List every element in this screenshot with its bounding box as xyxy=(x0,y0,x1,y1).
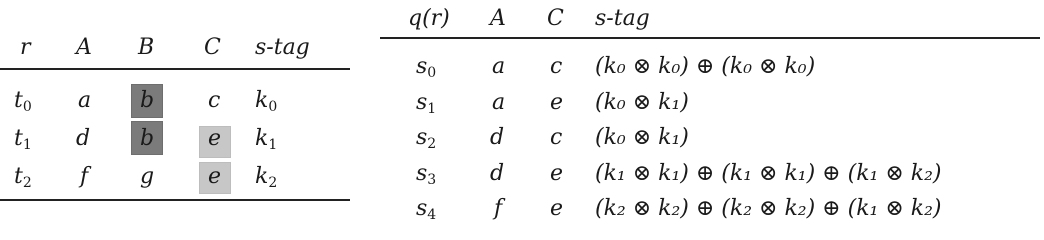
right-row4-a: f xyxy=(494,196,503,221)
left-row0-r: $t_0$ xyxy=(14,88,32,115)
right-row1-expr: (k₀ ⊗ k₁) xyxy=(595,90,689,115)
left-row1-b: b xyxy=(140,126,155,151)
right-row3-expr: (k₁ ⊗ k₁) ⊕ (k₁ ⊗ k₁) ⊕ (k₁ ⊗ k₂) xyxy=(595,161,942,186)
right-table xyxy=(380,0,1040,231)
right-row3-a: d xyxy=(490,161,505,186)
left-row1-r: $t_1$ xyxy=(14,126,32,153)
left-row2-tag: $k_2$ xyxy=(255,164,278,191)
left-header-a: A xyxy=(76,35,92,60)
left-row2-r: $t_2$ xyxy=(14,164,32,191)
right-header-c: C xyxy=(547,6,564,31)
left-header-r: r xyxy=(20,35,31,60)
right-row4-expr: (k₂ ⊗ k₂) ⊕ (k₂ ⊗ k₂) ⊕ (k₁ ⊗ k₂) xyxy=(595,196,942,221)
right-header-rule xyxy=(380,37,1040,39)
left-row1-a: d xyxy=(76,126,91,151)
left-row1-tag: $k_1$ xyxy=(255,126,278,153)
left-header-b: B xyxy=(138,35,155,60)
right-row2-s: $s_2$ xyxy=(416,125,437,152)
left-table xyxy=(0,0,352,231)
right-header-stag: s-tag xyxy=(595,6,650,31)
left-row0-a: a xyxy=(78,88,92,113)
right-row0-s: $s_0$ xyxy=(416,54,437,81)
right-row1-s: $s_1$ xyxy=(416,90,437,117)
left-row0-tag: $k_0$ xyxy=(255,88,278,115)
right-row3-s: $s_3$ xyxy=(416,161,437,188)
right-row0-a: a xyxy=(492,54,506,79)
right-row0-c: c xyxy=(550,54,563,79)
left-row2-c: e xyxy=(208,164,222,189)
left-row0-c: c xyxy=(208,88,221,113)
right-row3-c: e xyxy=(550,161,564,186)
right-row2-a: d xyxy=(490,125,505,150)
right-row2-c: c xyxy=(550,125,563,150)
left-row2-a: f xyxy=(80,164,89,189)
left-row1-c: e xyxy=(208,126,222,151)
left-header-c: C xyxy=(204,35,221,60)
right-row2-expr: (k₀ ⊗ k₁) xyxy=(595,125,689,150)
right-row1-a: a xyxy=(492,90,506,115)
right-header-a: A xyxy=(490,6,506,31)
right-row1-c: e xyxy=(550,90,564,115)
right-row0-expr: (k₀ ⊗ k₀) ⊕ (k₀ ⊗ k₀) xyxy=(595,54,816,79)
left-bottom-rule xyxy=(0,199,350,201)
left-row0-b: b xyxy=(140,88,155,113)
right-row4-c: e xyxy=(550,196,564,221)
left-header-stag: s-tag xyxy=(255,35,310,60)
left-header-rule xyxy=(0,68,350,70)
left-row2-b: g xyxy=(140,164,155,189)
right-header-qr: q(r) xyxy=(408,6,450,31)
right-row4-s: $s_4$ xyxy=(416,196,437,223)
